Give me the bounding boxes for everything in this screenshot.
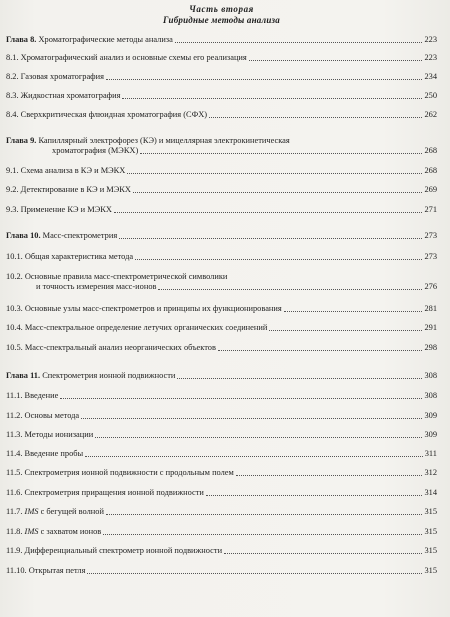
toc-section-entry [6, 468, 437, 478]
entry-title: Методы ионизации [24, 430, 94, 439]
entry-title: Масс-спектрометрия [42, 231, 118, 240]
toc-section-entry [6, 411, 437, 421]
toc-section-entry [6, 527, 437, 537]
page-number: 271 [424, 205, 437, 214]
entry-number: 11.3. [6, 430, 23, 439]
entry-number: 11.6. [6, 488, 23, 497]
entry-title: Детектирование в КЭ и МЭКХ [20, 185, 131, 194]
dot-leader [85, 455, 423, 457]
entry-number: 9.1. [6, 166, 19, 175]
page-number: 268 [424, 166, 437, 175]
page-number: 276 [424, 282, 437, 292]
entry-line [6, 546, 437, 556]
page-number: 315 [424, 527, 437, 536]
entry-number: 11.9. [6, 546, 23, 555]
entry-line [6, 527, 437, 537]
entry-number: 11.1. [6, 391, 23, 400]
entry-line [6, 185, 437, 195]
page-number: 223 [424, 35, 437, 44]
dot-leader [218, 349, 423, 351]
entry-title: Основные узлы масс-спектрометров и принципы их функционирования [24, 304, 282, 313]
table-of-contents [6, 35, 437, 595]
dot-leader [269, 329, 422, 331]
part-title: Часть вторая [189, 4, 254, 14]
page-number: 308 [424, 371, 437, 380]
entry-number: 10.5. [6, 343, 23, 352]
entry-line [6, 231, 437, 241]
entry-number: 8.4. [6, 110, 19, 119]
page-number: 269 [424, 185, 437, 194]
dot-leader [127, 172, 422, 174]
toc-chapter-entry [6, 35, 437, 45]
entry-title: Сверхкритическая флюидная хроматография (СФХ) [20, 110, 208, 119]
entry-number: 9.3. [6, 205, 19, 214]
dot-leader [249, 59, 423, 61]
toc-chapter-entry [6, 231, 437, 241]
dot-leader [284, 310, 423, 312]
entry-title: Открытая петля [28, 566, 86, 575]
entry-number: 10.4. [6, 323, 23, 332]
entry-number: 11.8. [6, 527, 23, 536]
page-number: 315 [424, 566, 437, 575]
toc-section-entry [6, 53, 437, 63]
entry-title: Дифференциальный спектрометр ионной подвижности [24, 546, 223, 555]
entry-line [6, 146, 437, 156]
entry-number: 10.1. [6, 252, 23, 261]
entry-number: 9.2. [6, 185, 19, 194]
page-number: 315 [424, 507, 437, 516]
entry-line [6, 110, 437, 120]
entry-line [6, 391, 437, 401]
dot-leader [209, 116, 422, 118]
dot-leader [206, 494, 423, 496]
entry-title: Хроматографический анализ и основные схемы его реализация [20, 53, 247, 62]
toc-section-entry [6, 205, 437, 215]
entry-number: 8.1. [6, 53, 19, 62]
entry-title: Масс-спектральное определение летучих органических соединений [24, 323, 268, 332]
entry-title: IMS с бегущей волной [24, 507, 104, 516]
toc-section-entry [6, 323, 437, 333]
page-number: 309 [424, 411, 437, 420]
entry-title: Масс-спектральный анализ неорганических объектов [24, 343, 216, 352]
part-header [6, 4, 437, 26]
entry-title: Хроматографические методы анализа [38, 35, 173, 44]
page-number: 273 [424, 231, 437, 240]
toc-section-entry [6, 507, 437, 517]
entry-title: Общая характеристика метода [24, 252, 134, 261]
entry-number: 11.5. [6, 468, 23, 477]
entry-title: Спектрометрия приращения ионной подвижности [24, 488, 204, 497]
toc-section-entry [6, 72, 437, 82]
entry-title: Спектрометрия ионной подвижности с продольным полем [24, 468, 234, 477]
entry-number: 10.2. [6, 272, 23, 281]
page-number: 309 [424, 430, 437, 439]
entry-line [6, 488, 437, 498]
toc-section-entry [6, 185, 437, 195]
entry-line [6, 205, 437, 215]
entry-line [6, 91, 437, 101]
dot-leader [175, 41, 423, 43]
dot-leader [114, 211, 423, 213]
page-number: 223 [424, 53, 437, 62]
entry-line [6, 343, 437, 353]
toc-section-entry [6, 252, 437, 262]
entry-title: Основы метода [24, 411, 80, 420]
entry-line [6, 323, 437, 333]
entry-number: 11.4. [6, 449, 23, 458]
toc-chapter-entry [6, 371, 437, 381]
dot-leader [122, 97, 422, 99]
dot-leader [106, 78, 422, 80]
toc-section-entry [6, 91, 437, 101]
entry-line [6, 166, 437, 176]
entry-number: 8.3. [6, 91, 19, 100]
entry-line [6, 449, 437, 459]
page-number: 311 [424, 449, 437, 458]
page-number: 312 [424, 468, 437, 477]
part-subtitle: Гибридные методы анализа [163, 15, 280, 25]
dot-leader [236, 474, 423, 476]
entry-title: Спектрометрия ионной подвижности [42, 371, 176, 380]
toc-section-entry [6, 343, 437, 353]
entry-title: Применение КЭ и МЭКХ [20, 205, 112, 214]
entry-line [6, 53, 437, 63]
entry-number: Глава 9. [6, 136, 37, 145]
entry-line [6, 252, 437, 262]
dot-leader [106, 513, 422, 515]
dot-leader [87, 572, 422, 574]
entry-line [6, 371, 437, 381]
entry-title-continued: и точность измерения масс-ионов [36, 282, 157, 292]
dot-leader [103, 533, 422, 535]
page-number: 298 [424, 343, 437, 352]
entry-line [6, 468, 437, 478]
entry-line [6, 411, 437, 421]
entry-line [6, 304, 437, 314]
page-number: 314 [424, 488, 437, 497]
entry-line [6, 72, 437, 82]
page-number: 268 [424, 146, 437, 156]
toc-section-entry [6, 166, 437, 176]
toc-section-entry [6, 304, 437, 314]
entry-line [6, 136, 437, 146]
entry-line [6, 566, 437, 576]
page-number: 281 [424, 304, 437, 313]
entry-number: Глава 10. [6, 231, 41, 240]
dot-leader [140, 152, 422, 154]
entry-line [6, 35, 437, 45]
entry-title: Основные правила масс-спектрометрической символики [24, 272, 228, 281]
entry-title-continued: хроматография (МЭКХ) [52, 146, 139, 156]
entry-line [6, 282, 437, 292]
dot-leader [119, 237, 422, 239]
toc-section-entry [6, 566, 437, 576]
toc-section-entry [6, 391, 437, 401]
dot-leader [95, 436, 422, 438]
toc-section-entry [6, 449, 437, 459]
page-number: 308 [424, 391, 437, 400]
entry-number: 11.7. [6, 507, 23, 516]
entry-title: Жидкостная хроматография [20, 91, 121, 100]
entry-title: Введение [24, 391, 59, 400]
entry-number: 10.3. [6, 304, 23, 313]
entry-number: 8.2. [6, 72, 19, 81]
entry-title: Капиллярный электрофорез (КЭ) и мицеллярная электрокинетическая [38, 136, 290, 145]
toc-section-entry [6, 272, 437, 292]
entry-line [6, 430, 437, 440]
dot-leader [224, 552, 422, 554]
entry-line [6, 507, 437, 517]
entry-title: Газовая хроматография [20, 72, 104, 81]
entry-line [6, 272, 437, 282]
toc-section-entry [6, 430, 437, 440]
page-number: 262 [424, 110, 437, 119]
page-number: 315 [424, 546, 437, 555]
toc-section-entry [6, 546, 437, 556]
page-number: 273 [424, 252, 437, 261]
toc-section-entry [6, 110, 437, 120]
entry-number: 11.2. [6, 411, 23, 420]
dot-leader [177, 377, 422, 379]
toc-section-entry [6, 488, 437, 498]
page-number: 234 [424, 72, 437, 81]
dot-leader [81, 417, 422, 419]
toc-chapter-entry [6, 136, 437, 156]
page-number: 291 [424, 323, 437, 332]
entry-number: Глава 11. [6, 371, 41, 380]
dot-leader [60, 397, 422, 399]
entry-number: Глава 8. [6, 35, 37, 44]
entry-number: 11.10. [6, 566, 27, 575]
entry-title: IMS с захватом ионов [24, 527, 102, 536]
entry-title: Схема анализа в КЭ и МЭКХ [20, 166, 126, 175]
dot-leader [135, 258, 422, 260]
dot-leader [133, 191, 423, 193]
dot-leader [158, 288, 422, 290]
entry-title: Введение пробы [24, 449, 84, 458]
page-number: 250 [424, 91, 437, 100]
